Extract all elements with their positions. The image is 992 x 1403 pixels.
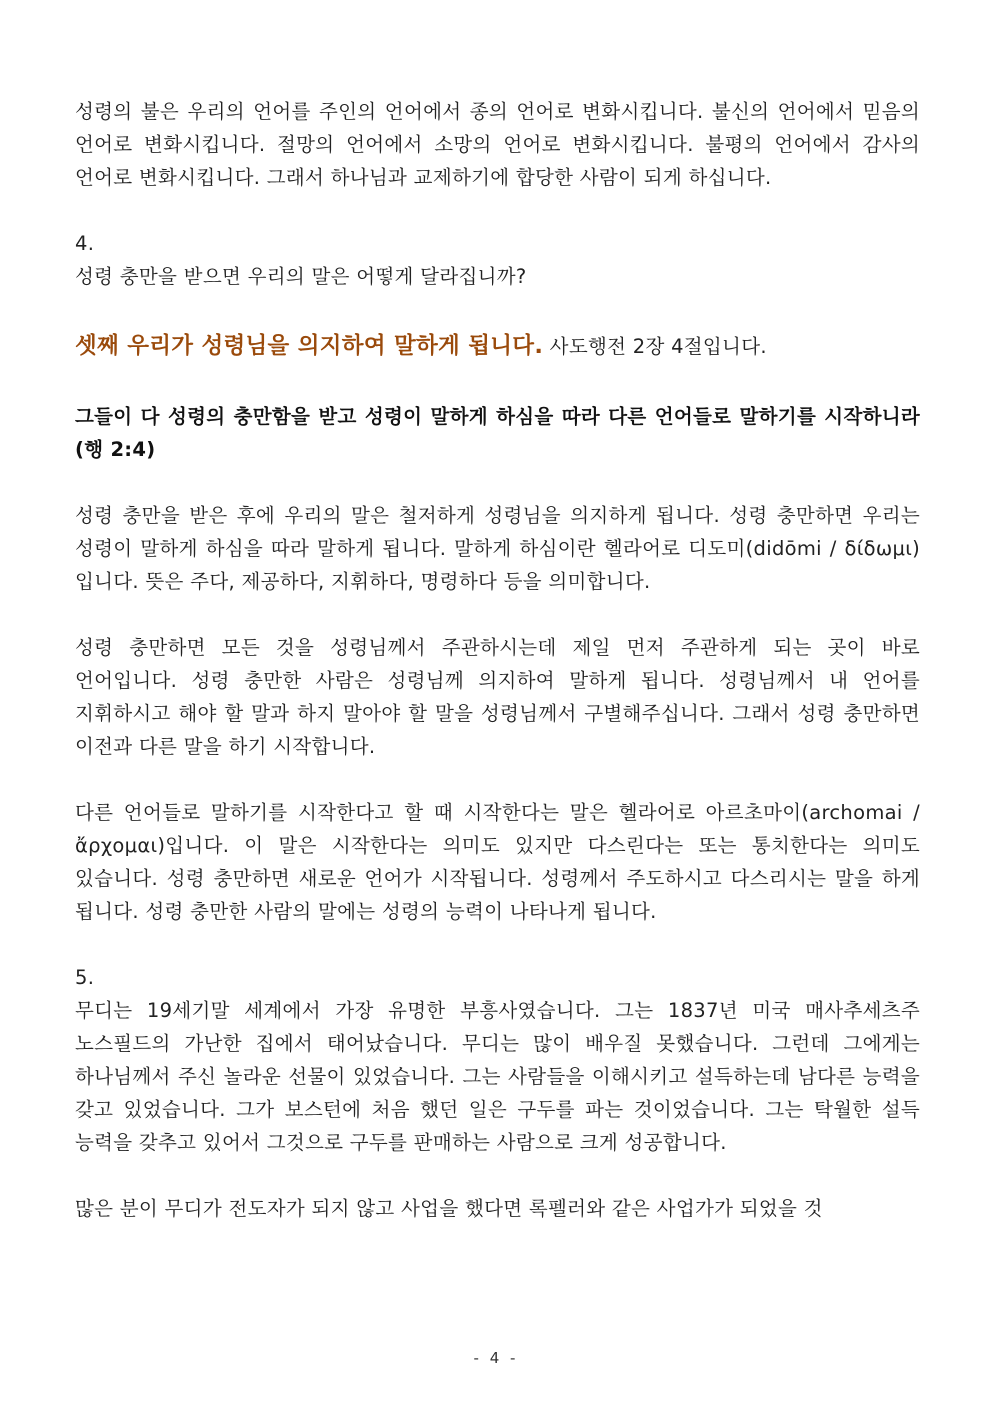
paragraph-moody-continued: 많은 분이 무디가 전도자가 되지 않고 사업을 했다면 록펠러와 같은 사업가가 되었을 것 [75,1197,823,1220]
spacer [75,928,920,961]
spacer [75,367,920,400]
question-text: 성령 충만을 받으면 우리의 말은 어떻게 달라집니까? [75,265,527,288]
paragraph-archomai: 다른 언어들로 말하기를 시작한다고 할 때 시작한다는 말은 헬라어로 아르초마이(archomai / ἄρχομαι)입니다. 이 말은 시작한다는 의미도 있지만 다스린다는 또는 통치한다는 의미도 있습니다. 성령 충만하면 새로운 언어가 시작됩니다. 성령께서 주도하시고 다스리시는 말을 하게 됩니다. 성령 충만한 사람의 말에는 성령의 능력이 나타나게 됩니다. [75,801,920,923]
section-heading [75,326,920,367]
spacer [75,466,920,499]
question-number: 4. [75,232,95,255]
page-number: - 4 - [473,1349,519,1367]
paragraph-spirit-governs-language: 성령 충만하면 모든 것을 성령님께서 주관하시는데 제일 먼저 주관하게 되는 곳이 바로 언어입니다. 성령 충만한 사람은 성령님께 의지하여 말하게 됩니다. 성령님께서 내 언어를 지휘하시고 해야 할 말과 하지 말아야 할 말을 성령님께서 구별해주십니다. 그래서 성령 충만하면 이전과 다른 말을 하기 시작합니다. [75,636,920,758]
scripture-verse: 그들이 다 성령의 충만함을 받고 성령이 말하게 하심을 따라 다른 언어들로 말하기를 시작하니라 (행 2:4) [75,405,920,461]
paragraph-language-transformation: 성령의 불은 우리의 언어를 주인의 언어에서 종의 언어로 변화시킵니다. 불신의 언어에서 믿음의 언어로 변화시킵니다. 절망의 언어에서 소망의 언어로 변화시킵니다. 불평의 언어에서 감사의 언어로 변화시킵니다. 그래서 하나님과 교제하기에 합당한 사람이 되게 하십니다. [75,100,920,189]
paragraph-moody: 무디는 19세기말 세계에서 가장 유명한 부흥사였습니다. 그는 1837년 미국 매사추세츠주 노스필드의 가난한 집에서 태어났습니다. 무디는 많이 배우질 못했습니다. 그런데 그에게는 하나님께서 주신 놀라운 선물이 있었습니다. 그는 사람들을 이해시키고 설득하는데 남다른 능력을 갖고 있었습니다. 그가 보스턴에 처음 했던 일은 구두를 파는 것이었습니다. 그는 탁월한 설득 능력을 갖추고 있어서 그것으로 구두를 판매하는 사람으로 크게 성공합니다. [75,999,920,1154]
spacer [75,293,920,326]
spacer [75,598,920,631]
spacer [75,763,920,796]
paragraph-didomi: 성령 충만을 받은 후에 우리의 말은 철저하게 성령님을 의지하게 됩니다. 성령 충만하면 우리는 성령이 말하게 하심을 따라 말하게 됩니다. 말하게 하심이란 헬라어로 디도미(didōmi / δίδωμι)입니다. 뜻은 주다, 제공하다, 지휘하다, 명령하다 등을 의미합니다. [75,504,920,593]
section-heading-title: 셋째 우리가 성령님을 의지하여 말하게 됩니다. [75,333,544,359]
question-number: 5. [75,966,95,989]
spacer [75,194,920,227]
section-heading-reference: 사도행전 2장 4절입니다. [543,335,767,358]
spacer [75,1159,920,1192]
document-page [75,95,920,1225]
